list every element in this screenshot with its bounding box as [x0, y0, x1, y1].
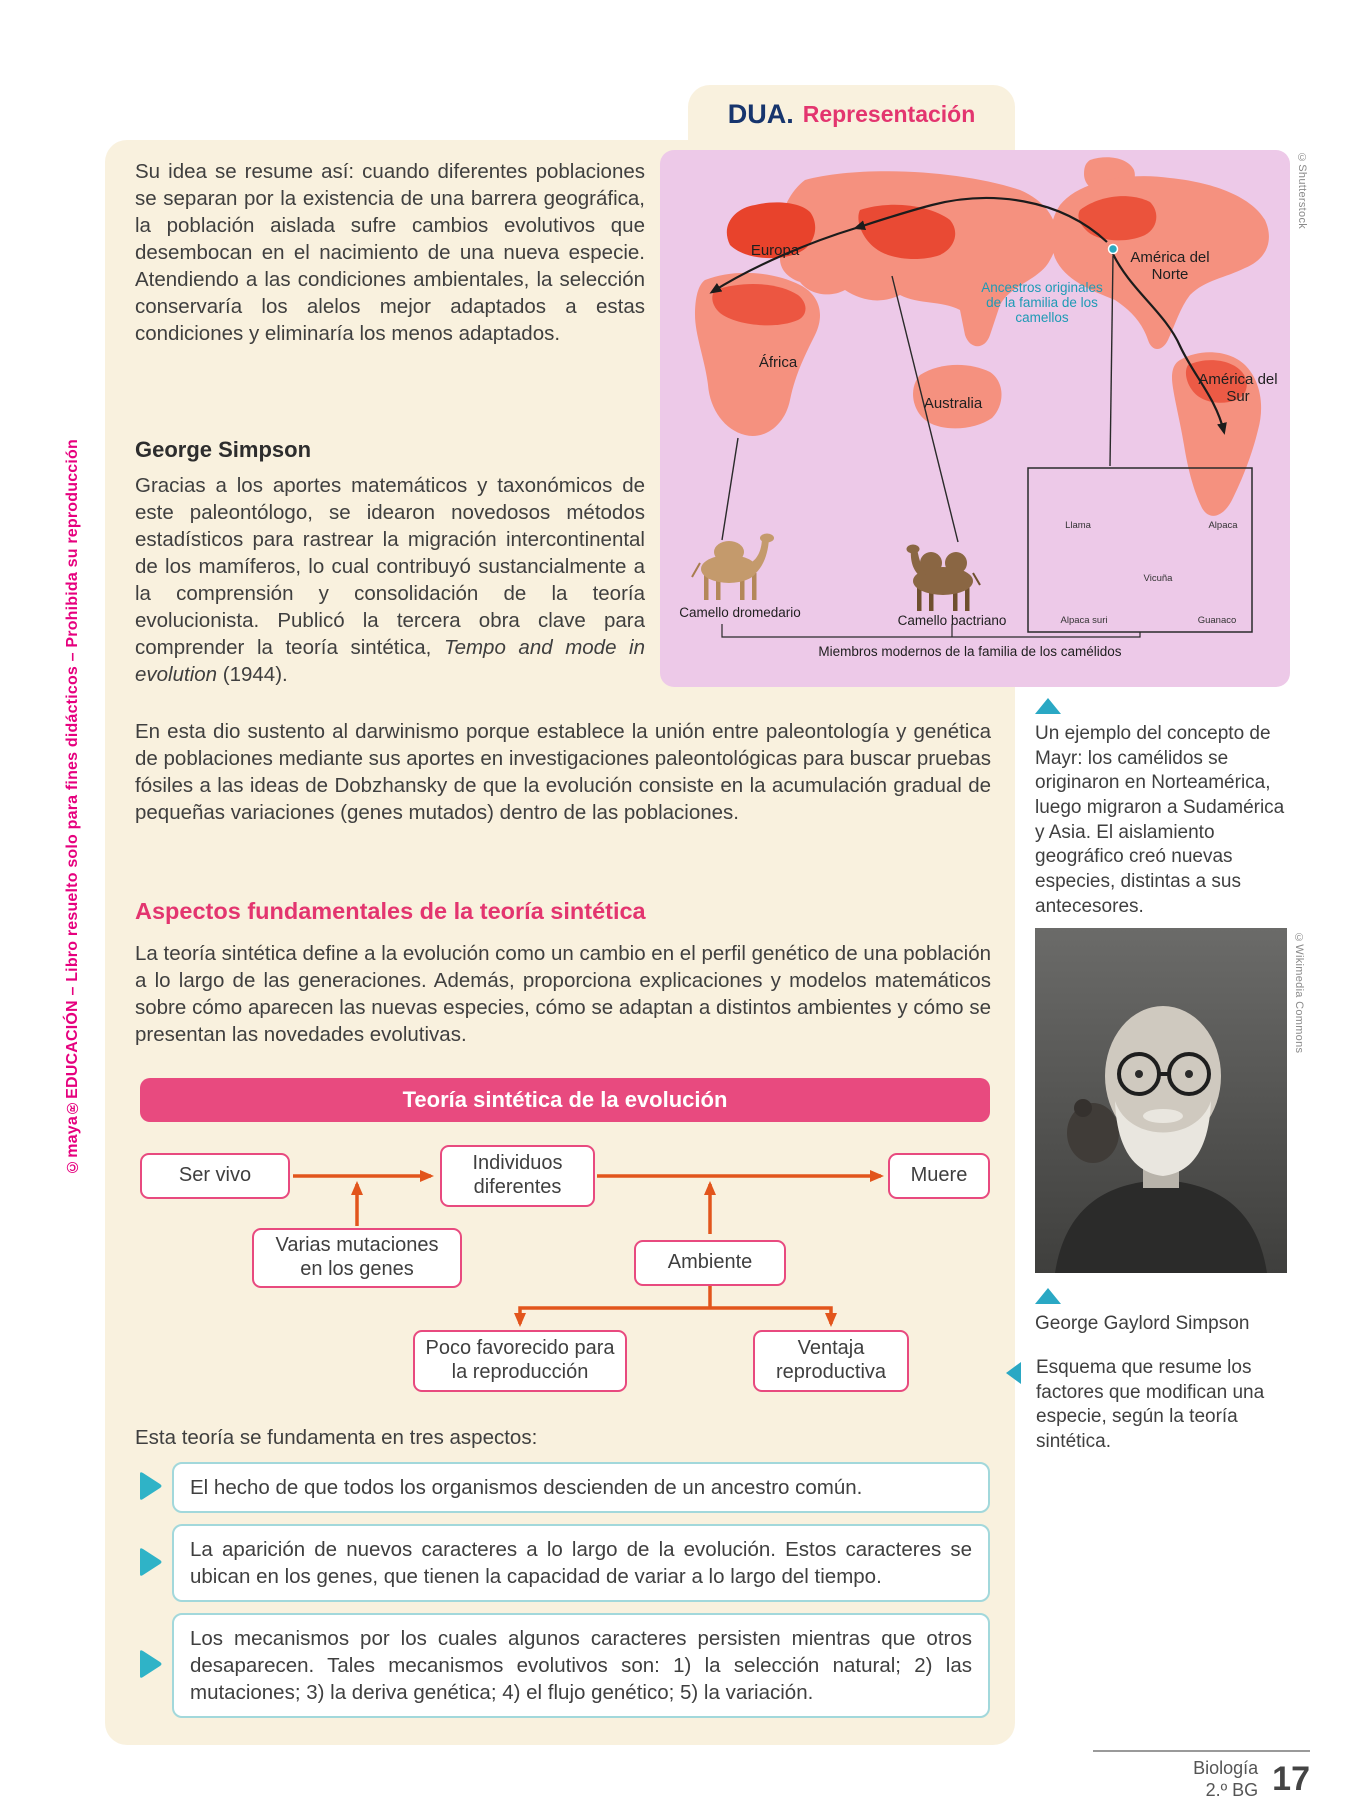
map-note: Un ejemplo del concepto de Mayr: los camélidos se originaron en Norteamérica, luego migraron a Sudamérica y Asia. El aislamiento geográfico creó nuevas especies, distintas a sus antecesores. — [1035, 723, 1285, 917]
bullet-arrow-icon — [137, 1546, 163, 1578]
map-label-ancestros: Ancestros originales de la familia de los camellos — [981, 280, 1103, 326]
label-alpaca-suri: Alpaca suri — [1060, 615, 1108, 626]
aspectos-heading: Aspectos fundamentales de la teoría sintética — [135, 898, 646, 924]
diagram-box-ventaja: Ventaja reproductiva — [753, 1330, 909, 1392]
map-label-america-sur: América del Sur — [1198, 371, 1278, 405]
diagram-box-ser-vivo: Ser vivo — [140, 1153, 290, 1199]
wikimedia-credit: ©Wikimedia Commons — [1293, 932, 1305, 1054]
aspect-callout-3 — [172, 1613, 990, 1718]
diagram-title: Teoría sintética de la evolución — [402, 1087, 728, 1112]
camelid-map-figure — [660, 150, 1290, 687]
bactrian-camel-illustration — [907, 545, 981, 612]
dua-label: DUA. — [727, 98, 794, 129]
continents — [695, 157, 1269, 516]
edition-watermark: ©maya®EDUCACIÓN – Libro resuelto solo para fines didácticos – Prohibida su reproducción — [64, 439, 81, 1175]
diagram-box-individuos: Individuos diferentes — [440, 1145, 595, 1207]
simpson-book-title: Tempo and mode in evolution — [135, 636, 645, 686]
simpson-year: (1944). — [217, 663, 288, 686]
aspect-text-3: Los mecanismos por los cuales algunos caracteres persisten mientras que otros desaparecen. Tales mecanismos evolutivos son: 1) la selección natural; 2) las mutaciones; 3) la deriva genética; 4) el flujo genético; 5) la variación. — [190, 1627, 972, 1704]
label-llama: Llama — [1065, 520, 1091, 531]
intro-paragraph: Su idea se resume así: cuando diferentes poblaciones se separan por la existencia de una barrera geográfica, la población aislada sufre cambios evolutivos que desembocan en el nacimiento de una nueva especie. Atendiendo a las condiciones ambientales, la selección conservaría los alelos mejor adaptados a estas condiciones y eliminaría los menos adaptados. — [135, 160, 645, 345]
simpson-heading: George Simpson — [135, 437, 312, 462]
diagram-title-banner — [140, 1078, 990, 1122]
map-caption: Miembros modernos de la familia de los camélidos — [818, 644, 1122, 659]
dua-tab — [688, 85, 1015, 143]
simpson-continued-paragraph: En esta dio sustento al darwinismo porque establece la unión entre paleontología y genética de poblaciones mediante sus aportes en investigaciones paleontológicas para buscar pruebas fósiles a las ideas de Dobzhansky de que la evolución consiste en la acumulación gradual de pequeñas variaciones (genes mutados) dentro de las poblaciones. — [135, 720, 991, 824]
diagram-box-muere: Muere — [888, 1153, 990, 1199]
alpaca-suri-illustration — [1229, 563, 1290, 687]
bullet-arrow-icon — [137, 1648, 163, 1680]
map-label-america-norte: América del Norte — [1130, 249, 1210, 283]
page-number: 17 — [1272, 1760, 1310, 1799]
simpson-text: Gracias a los aportes matemáticos y taxonómicos de este paleontólogo, se idearon novedosos métodos estadísticos para rastrear la migración intercontinental de los mamíferos, lo cual contribuyó sustancialmente a la comprensión y consolidación de la teoría evolucionista. Publicó la tercera obra clave para comprender la teoría sintética, — [135, 474, 645, 659]
origin-point — [1109, 245, 1118, 254]
label-alpaca: Alpaca — [1208, 520, 1238, 531]
shutterstock-credit: ©Shutterstock — [1296, 152, 1308, 230]
label-camello-dromedario: Camello dromedario — [679, 605, 801, 620]
photo-caption: George Gaylord Simpson — [1035, 1313, 1250, 1334]
diagram-box-mutaciones: Varias mutaciones en los genes — [252, 1228, 462, 1288]
diagram-note: Esquema que resume los factores que modifican una especie, según la teoría sintética. — [1036, 1357, 1265, 1453]
aspect-text-2: La aparición de nuevos caracteres a lo largo de la evolución. Estos caracteres se ubican en los genes, que tienen la capacidad de variar a lo largo del tiempo. — [190, 1538, 972, 1588]
diagram-box-ambiente: Ambiente — [634, 1240, 786, 1286]
footer-subject: Biología — [1193, 1758, 1259, 1778]
fundamenta-text: Esta teoría se fundamenta en tres aspectos: — [135, 1426, 538, 1449]
portrait-illustration — [1035, 928, 1287, 1273]
aspect-text-1: El hecho de que todos los organismos descienden de un ancestro común. — [190, 1476, 863, 1499]
simpson-paragraph — [135, 472, 645, 688]
aspectos-paragraph: La teoría sintética define a la evolución como un cambio en el perfil genético de una población a lo largo de las generaciones. Además, proporciona explicaciones y modelos matemáticos sobre cómo aparecen las nuevas especies, cómo se adaptan a distintos ambientes y cómo se presentan las novedades evolutivas. — [135, 942, 991, 1046]
simpson-photo — [1035, 928, 1287, 1273]
map-label-africa: África — [758, 354, 798, 371]
footer-grade: 2.º BG — [1205, 1779, 1259, 1800]
label-guanaco: Guanaco — [1197, 615, 1237, 626]
label-vicuna: Vicuña — [1143, 573, 1173, 584]
map-label-europa: Europa — [750, 242, 800, 259]
footer-rule — [1093, 1750, 1310, 1752]
aspect-callout-2 — [172, 1524, 990, 1602]
dua-topic-label: Representación — [802, 100, 976, 127]
page-footer — [1093, 1758, 1310, 1800]
label-camello-bactriano: Camello bactriano — [897, 613, 1007, 628]
bullet-arrow-icon — [137, 1470, 163, 1502]
caption-marker-icon — [1035, 1288, 1061, 1304]
caption-marker-icon — [1035, 698, 1061, 714]
map-label-australia: Australia — [923, 395, 983, 412]
dromedary-illustration — [692, 534, 774, 601]
aspect-callout-1 — [172, 1462, 990, 1513]
diagram-box-poco-favorecido: Poco favorecido para la reproducción — [413, 1330, 627, 1392]
caption-marker-icon — [1006, 1362, 1021, 1384]
